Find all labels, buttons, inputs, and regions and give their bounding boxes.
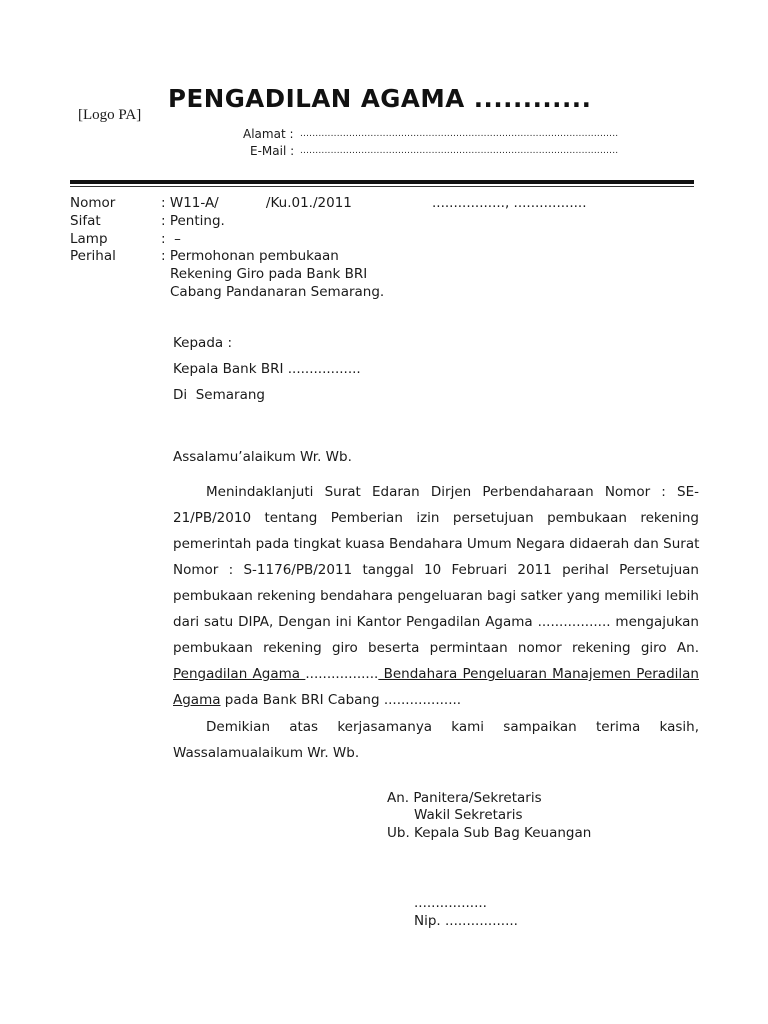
closing-line-1: Demikian atas kerjasamanya kami sampaikan terima kasih, [206, 719, 699, 735]
recipient-name: Kepala Bank BRI ................. [173, 361, 361, 377]
body-line-1: Menindaklanjuti Surat Edaran Dirjen Perbendaharaan Nomor : SE- [206, 484, 699, 500]
body-line-7: pembukaan rekening giro beserta permintaan nomor rekening giro An. [173, 640, 699, 656]
bank-branch-text: pada Bank BRI Cabang .................. [220, 692, 462, 708]
body-line-2: 21/PB/2010 tentang Pemberian izin persetujuan pembukaan rekening [173, 510, 699, 526]
greeting: Assalamu’alaikum Wr. Wb. [173, 449, 352, 465]
letterhead-rule-thin [70, 186, 694, 187]
nomor-value: : W11-A/ /Ku.01./2011 [161, 195, 352, 211]
closing-line-2: Wassalamualaikum Wr. Wb. [173, 745, 360, 761]
court-name: PENGADILAN AGAMA ............ [168, 84, 592, 113]
sifat-label: Sifat [70, 213, 101, 229]
body-line-4: Nomor : S-1176/PB/2011 tanggal 10 Februari 2011 perihal Persetujuan [173, 562, 699, 578]
perihal-label: Perihal [70, 248, 116, 264]
email-dots: ........................................................................................................ [300, 146, 619, 156]
signature-line-3: Ub. Kepala Sub Bag Keuangan [387, 825, 592, 841]
recipient-place: Di Semarang [173, 387, 265, 403]
body-line-9 [173, 692, 699, 708]
court-name-underlined: Pengadilan Agama [173, 666, 306, 682]
date-place: ................., ................. [432, 195, 587, 211]
logo-placeholder: [Logo PA] [78, 107, 142, 123]
signature-line-1: An. Panitera/Sekretaris [387, 790, 542, 806]
signature-line-2: Wakil Sekretaris [414, 807, 523, 823]
sifat-value: : Penting. [161, 213, 225, 229]
letterhead-rule-thick [70, 180, 694, 184]
signature-name-dots: ................. [414, 895, 487, 911]
address-dots: ........................................................................................................ [300, 129, 619, 139]
treasurer-title-underlined: Bendahara Pengeluaran Manajemen Peradilan [378, 666, 699, 682]
perihal-line-3: Cabang Pandanaran Semarang. [170, 284, 385, 300]
perihal-line-1: : Permohonan pembukaan [161, 248, 339, 264]
signature-nip: Nip. ................. [414, 913, 518, 929]
email-label: E-Mail : [250, 144, 295, 158]
court-name-dots: ................. [305, 666, 379, 682]
lamp-label: Lamp [70, 231, 108, 247]
recipient-kepada: Kepada : [173, 335, 233, 351]
lamp-value: : – [161, 231, 181, 247]
perihal-line-2: Rekening Giro pada Bank BRI [170, 266, 368, 282]
body-line-8 [173, 666, 699, 682]
body-line-6: dari satu DIPA, Dengan ini Kantor Pengadilan Agama ................. mengajukan [173, 614, 699, 630]
address-label: Alamat : [243, 127, 294, 141]
body-line-5: pembukaan rekening bendahara pengeluaran bagi satker yang memiliki lebih [173, 588, 699, 604]
nomor-label: Nomor [70, 195, 116, 211]
agama-underlined: Agama [173, 692, 221, 708]
body-line-3: pemerintah pada tingkat kuasa Bendahara Umum Negara didaerah dan Surat [173, 536, 700, 552]
